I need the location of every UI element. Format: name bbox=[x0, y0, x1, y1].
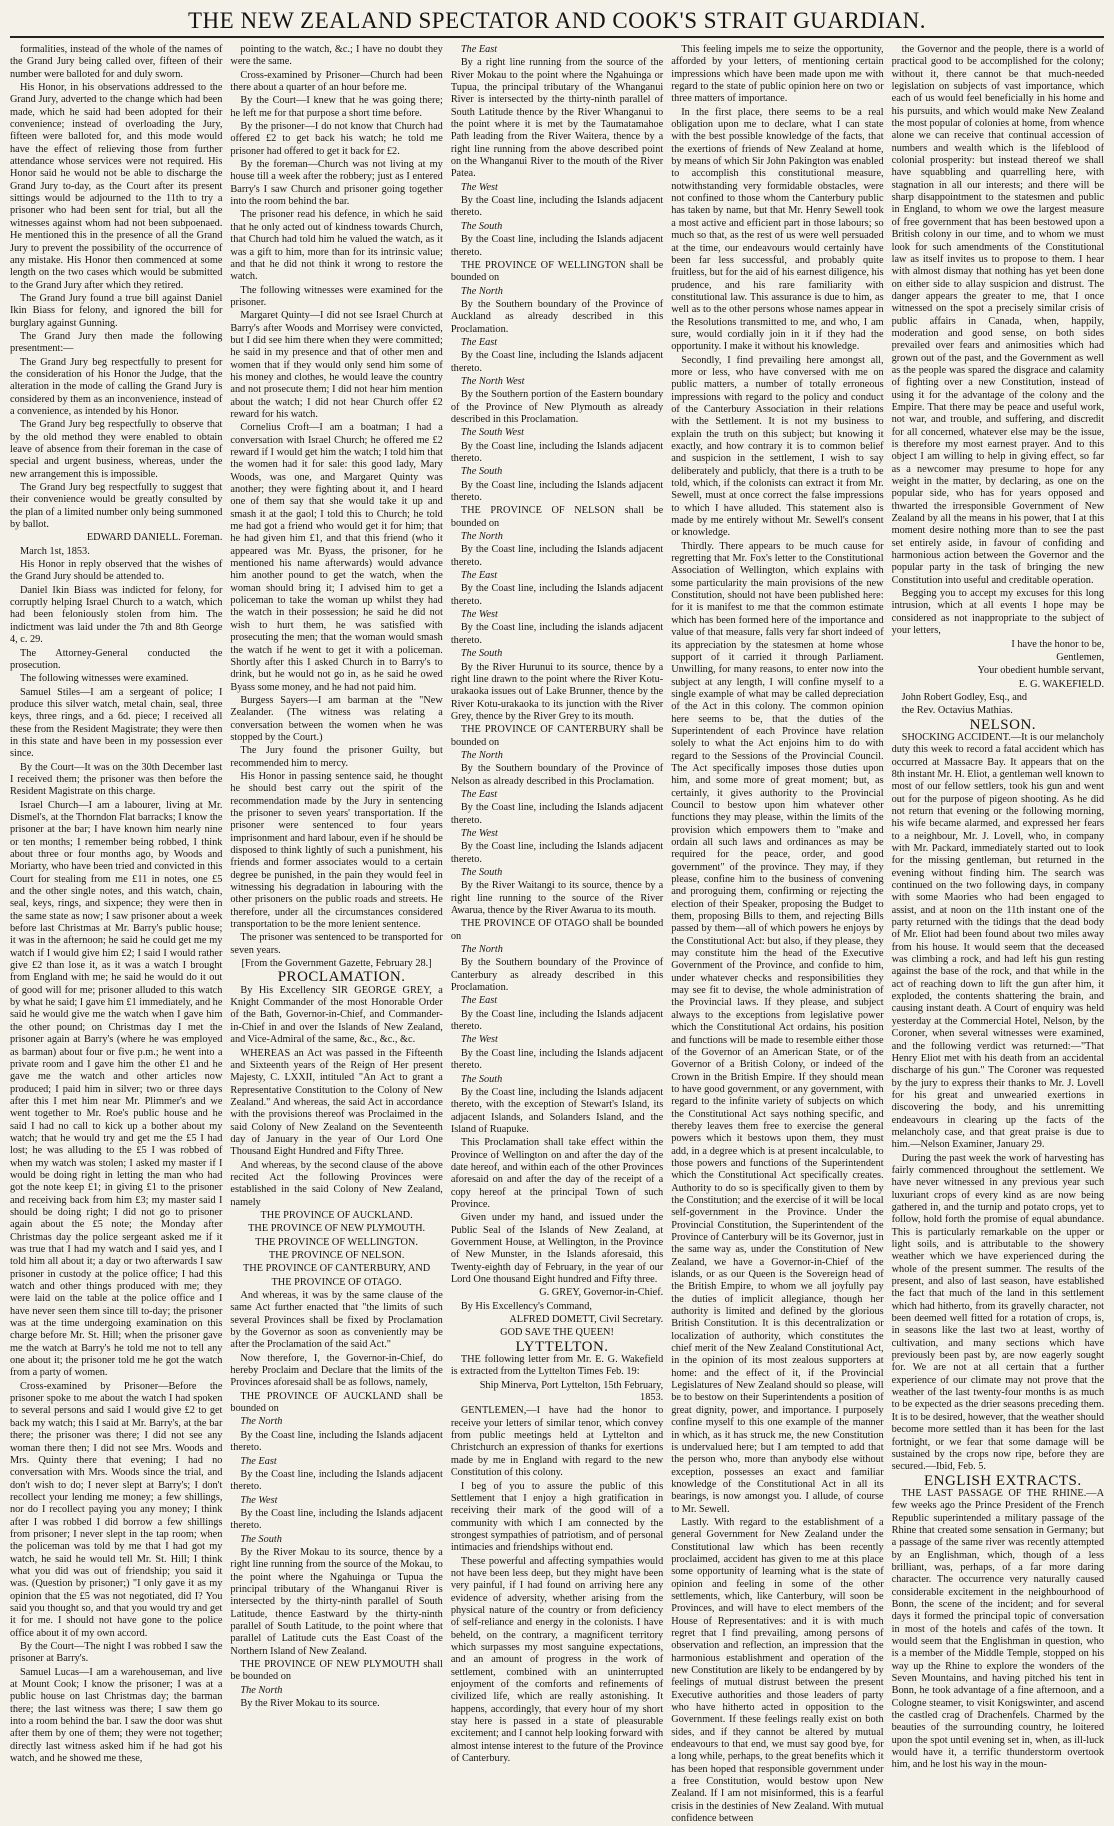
boundary-label: The North West bbox=[460, 375, 525, 387]
paragraph: By the Coast line, including the Islands adjacent thereto. bbox=[450, 544, 664, 568]
paragraph: Cross-examined by Prisoner—Church had been there about a quarter of an hour before me. bbox=[230, 69, 443, 94]
paragraph: His Honor in reply observed that the wishes of the Grand Jury should be attended to. bbox=[10, 559, 223, 583]
paragraph: During the past week the work of harvesting has fairly commenced throughout the settlement. We have never witnessed in any previous year such luxuriant crops of every kind as are now being gathered in, and the turnip and potato crops, yet to follow, hold forth the promise of equal abundance. This is particularly remarkable on the upper or light soils, and is attributable to the showery weather which we have experienced during the whole of the present summer. The results of the present, and also of last season, have established the fact that much of the land in this settlement which had hitherto, from its gravelly character, not been deemed well fitted for a rotation of crops, is, in seasons like the last two at least, worthy of cultivation, and many sections which have previously been past by, are now eagerly sought for. We are not at all certain that a further experience of our climate may not prove that the weather of the last twenty-four months is as much to be expected as the drier seasons preceding them. It is to be desired, however, that the weather should become more settled than it has been for the last fortnight, or we fear that some damage will be sustained by the crops now ripe, before they are secured.—Ibid, Feb. 5. bbox=[891, 1152, 1105, 1473]
paragraph: Samuel Stiles—I am a sergeant of police; I produce this silver watch, metal chain, seal, three keys, three rings, and a 6d. piece; I received all these from the Resident Magistrate; they were then in this state and have been in my possession ever since. bbox=[10, 686, 223, 760]
paragraph: By the prisoner—I do not know that Church had offered £2 to get back his watch; he told me prisoner had offered to get it back for £2. bbox=[230, 121, 443, 157]
paragraph: By the Southern portion of the Eastern boundary of the Province of New Plymouth as already described in this Proclamation. bbox=[450, 389, 664, 425]
paragraph: the Rev. Octavius Mathias. bbox=[901, 705, 1013, 717]
paragraph: By the Coast line, including the Islands adjacent thereto. bbox=[450, 802, 664, 826]
paragraph: The following witnesses were examined. bbox=[20, 673, 189, 685]
paragraph: By the Coast line, including the islands adjacent thereto. bbox=[450, 622, 664, 646]
centered-line: THE PROVINCE OF WELLINGTON. bbox=[255, 1236, 418, 1248]
paragraph: By the Southern boundary of the Province of Canterbury as already described in this Proclamation. bbox=[450, 957, 664, 994]
section-heading: LYTTELTON. bbox=[515, 1338, 609, 1355]
section-heading: ENGLISH EXTRACTS. bbox=[923, 1472, 1082, 1489]
signature-line: EDWARD DANIELL. Foreman. bbox=[86, 532, 223, 544]
paragraph: John Robert Godley, Esq., and bbox=[901, 691, 1028, 703]
paragraph: By the Coast line, including the Islands adjacent thereto. bbox=[450, 841, 664, 865]
paragraph: By the River Mokau to its source. bbox=[240, 1698, 380, 1710]
paragraph: The prisoner was sentenced to be transported for seven years. bbox=[230, 932, 443, 956]
paragraph: By the River Hurunui to its source, thence by a right line drawn to the point where the River Kotu-urakaoka issues out of Lake Brunner, thence by the River Kotu-urakaoka to its junction with the River Grey, thence by the River Grey to its mouth. bbox=[450, 661, 664, 722]
paragraph: His Honor in passing sentence said, he thought he should best carry out the spirit of the recommendation made by the Jury in sentencing the prisoner to seven years' transportation. If the prisoner were sentenced to four years imprisonment and hard labour, even if he should be disposed to think lightly of such a punishment, his friends and former associates would to a certain degree be punished, in the pain they would feel in witnessing his degradation in labouring with the other prisoners on the public roads and streets. He therefore, under all the circumstances considered transportation to be the more lenient sentence. bbox=[230, 770, 443, 931]
column-2 bbox=[230, 44, 443, 1710]
boundary-label: The North bbox=[240, 1416, 283, 1428]
boundary-label: The West bbox=[460, 1034, 498, 1046]
paragraph: Begging you to accept my excuses for this long intrusion, which at all events I hope may be considered as not inappropriate to the subject of your letters, bbox=[891, 588, 1105, 637]
paragraph: By the Southern boundary of the Province of Nelson as already described in this Proclamation. bbox=[450, 763, 664, 787]
paragraph: The prisoner read his defence, in which he said that he only acted out of kindness towards Church, that Church had told him he valued the watch, as it was a gift to him, more than for its intrinsic value; and that he did not think it wrong to restore the watch. bbox=[230, 209, 443, 283]
signature-line: E. G. WAKEFIELD. bbox=[1018, 678, 1105, 690]
paragraph: These powerful and affecting sympathies would not have been less deep, but they might have been very painful, if I had found on arriving here any evidence of adversity, whether arising from the physical nature of the country or from deficiency of self-reliance and energy in the colonists. I have beheld, on the contrary, a magnificent territory which surpasses my most sanguine expectations, and an amount of progress in the work of settlement, combined with an uninterrupted enjoyment of the comforts and refinements of civilized life, which are really astonishing. It happens, accordingly, that every hour of my short stay here is passed in a state of pleasurable excitement; and I cannot help looking forward with almost intense interest to the future of the Province of Canterbury. bbox=[450, 1555, 664, 1765]
boundary-label: The West bbox=[460, 181, 498, 193]
paragraph: the Governor and the people, there is a world of practical good to be accomplished for the colony; without it, there cannot be that much-needed legislation on subjects of vast importance, which each of us would feel beneficially in his home and his pursuits, and which would make New Zealand the most popular of colonies at home, from whence alone we can receive that continual accession of numbers and wealth which is the lifeblood of colonial prosperity: but instead thereof we shall have squabbling and quarrelling here, with stagnation in all our interests; and there will be sharp disappointment to the statesmen and public in England, to whom we owe the largest measure of free government that has been bestowed upon a British colony in our time, and to whom we must look for such amendments of the Constitutional law as itself invites us to propose to them. I hear with almost dismay that nothing has yet been done on either side to allay suspicion and distrust. The danger appears the greater to me, that I once witnessed on the spot a precisely similar crisis of public affairs in Canada, when, happily, moderation and good sense, on both sides prevailed over fears and animosities which had grown out of the past, and the Government as well as the people was spared the disgrace and calamity of fighting over a new Constitution, instead of using it for the advantage of the colony and the Empire. That there may be peace and useful work, not war, and trouble, and suffering, and discredit for all concerned, whatever else may be the issue, is therefore my most earnest prayer. And to this object I am willing to help in giving effect, so far as a newcomer may presume to hope for any weight in the matter, by declaring, as one on the popular side, who has for years opposed and thwarted the irresponsible Government of New Zealand by all the means in his power, that I at this moment desire nothing more than to see the past set entirely aside, in favour of confiding and harmonious action between the Governor and the popular party in the task of bringing the new Constitution into useful and creditable operation. bbox=[891, 44, 1105, 586]
paragraph: By the foreman—Church was not living at my house till a week after the robbery; just as I entered Barry's I saw Church and prisoner going together into the room behind the bar. bbox=[230, 159, 443, 208]
paragraph: Cornelius Croft—I am a boatman; I had a conversation with Israel Church; he offered me £2 reward if I would get him the watch; I told him that the women had it for sale: this good lady, Mary Woods, was one, and Margaret Quinty was another; they were fighting about it, and I heard one of them say that she would take it up and smash it at the gaol; I told this to Church; he told me had got a friend who would get it for him; that he had given him £1, and that this friend (who it appeared was Mr. Byass, the prisoner, for he mentioned his name afterwards) would advance him another pound to get the watch, when the woman should bring it; I advised him to get a policeman to take the woman up whilst they had the watch in their possession; he said he did not wish to hurt them, he was satisfied with prosecuting the men; that the woman would smash the watch if he went to get it with a policeman. Shortly after this I asked Church in to Barry's to drink, but he would not go in, as he said he owed Byass some money, and he had not paid him. bbox=[230, 422, 443, 693]
paragraph: By the Coast line, including the Islands adjacent thereto. bbox=[450, 350, 664, 374]
paragraph: Burgess Sayers—I am barman at the "New Zealander. (The witness was relating a conversation between the women when he was stopped by the Court.) bbox=[230, 694, 443, 743]
paragraph: Israel Church—I am a labourer, living at Mr. Dismel's, at the Thorndon Flat barracks; I know the prisoner at the bar; I have known him nearly nine or ten months; I remember being robbed, I think about three or four months ago, by Woods and Moriarty, who have been tried and convicted in this Court for stealing from me £11 in notes, one £5 and the other single notes, and this watch, chain, seal, keys, rings, and sixpence; they were then in the same state as now; I saw prisoner about a week before last Christmas at Mr. Barry's public house; it was in the afternoon; he said he could get me my watch if I would give him £2; I said I would rather give £2 than lose it, as it was a watch I brought from England with me; he said he would do it out of good will for me; prisoner alluded to this watch by what he said; I gave him £1 immediately, and he said he would give me the watch when I gave him the other pound; on Christmas day I met the prisoner again at Barry's (where he was employed as barman) about four or five p.m.; he went into a private room and I gave him the other £1 and he gave me the watch and other articles now produced; I paid him in silver; two or three days after this I met him near Mr. Plimmer's and we went together to Mr. Roe's public house and he said I had no call to kick up a bother about my watch; that he would try and get me the £5 I had lost; he was alluding to the £5 I was robbed of when my watch was stolen; I asked my master if I would be doing right in letting the man who had got the note keep £1; in giving £1 to the prisoner and receiving back from him £3; my master said I should be doing right; I did not go to prisoner again about the £5 note; the Monday after Christmas day the police sergeant asked me if it was true that I had my watch and I said yes, and I told him all about it; a day or two afterwards I saw prisoner in custody at the police office; I had this watch and other things produced with me; they were laid on the table at the police office and I have never seen them since till to-day; the prisoner was at the time undergoing examination on this charge before Mr. St. Hill; when the prisoner gave me the watch at Barry's he told me not to tell any one about it; the prisoner told me he got the watch from a party of women. bbox=[10, 799, 223, 1379]
masthead-rule bbox=[10, 36, 1104, 38]
paragraph: Margaret Quinty—I did not see Israel Church at Barry's after Woods and Morrisey were convicted, but I did see him there when they were committed; he said in my presence and that of other men and women that if they would only send him some of his money and clothes, he would leave the country and not prosecute them; I did not hear him mention about the watch; I did not hear Church offer £2 reward for his watch. bbox=[230, 310, 443, 420]
column-1 bbox=[10, 44, 223, 1765]
paragraph: By the Coast line, including the Islands adjacent thereto. bbox=[230, 1468, 443, 1493]
paragraph: By the Coast line, including the Islands adjacent thereto. bbox=[450, 583, 664, 607]
paragraph: Given under my hand, and issued under the Public Seal of the Islands of New Zealand, at Government House, at Wellington, in the Province of New Munster, in the Islands aforesaid, this Twenty-eighth day of February, in the year of our Lord One thousand Eight hundred and Fifty three. bbox=[450, 1212, 664, 1285]
column-3 bbox=[450, 44, 664, 1765]
paragraph: The Grand Jury found a true bill against Daniel Ikin Biass for felony, and ignored the bill for burglary against Gunning. bbox=[10, 292, 223, 329]
boundary-label: The East bbox=[460, 995, 498, 1007]
section-heading: PROCLAMATION. bbox=[277, 969, 406, 986]
paragraph: And whereas, it was by the same clause of the same Act further enacted that "the limits of such several Provinces shall be fixed by Proclamation by the Governor as soon as conveniently may be after the Proclamation of the said Act." bbox=[230, 1290, 443, 1351]
boundary-label: The South bbox=[460, 648, 503, 660]
paragraph: SHOCKING ACCIDENT.—It is our melancholy duty this week to record a fatal accident which has occurred at Massacre Bay. It appears that on the 8th instant Mr. H. Eliot, a gentleman well known to most of our fellow settlers, took his gun and went out for the purpose of pigeon shooting. As he did not return that evening or the following morning, his wife became alarmed, and expressed her fears to a neighbour, Mr. J. Lovell, who, in company with Mr. Packard, immediately started out to look for the missing gentleman, but returned in the evening without finding him. The search was continued on the two following days, in company with some Maories who had been engaged to assist, and at noon on the 11th instant one of the party returned with the tidings that the dead body of Mr. Eliot had been found about two miles away from his house. It would seem that the deceased was climbing a rock, and had left his gun resting against the base of the rock, and that while in the act of reaching down to lift the gun after him, it exploded, the contents shattering the brain, and causing instant death. A Court of enquiry was held yesterday at the Commercial Hotel, Nelson, by the Coroner, when several witnesses were examined, and the following verdict was returned:—"That Henry Eliot met with his death from an accidental discharge of his gun." The Coroner was requested by the jury to express their thanks to Mr. J. Lovell for his great and unwearied exertions in discovering the body, and his unremitting endeavours in clearing up the facts of the melancholy case, and that great praise is due to him.—Nelson Examiner, January 29. bbox=[891, 731, 1105, 1151]
paragraph: The Attorney-General conducted the prosecution. bbox=[10, 647, 223, 671]
paragraph: The following witnesses were examined for the prisoner. bbox=[230, 284, 443, 308]
centered-line: THE PROVINCE OF NELSON. bbox=[268, 1250, 405, 1261]
paragraph: By the Coast line, including the Islands adjacent thereto. bbox=[450, 1008, 664, 1033]
paragraph: This Proclamation shall take effect within the Province of Wellington on and after the day of the date hereof, and within each of the other Provinces aforesaid on and after the day of the receipt of a copy hereof at the principal Town of such Province. bbox=[450, 1137, 664, 1210]
paragraph: Thirdly. There appears to be much cause for regretting that Mr. Fox's letter to the Constitutional Association of Wellington, which explains with some particularity the main provisions of the new Constitution, should not have been published here: for it is manifest to me that the common estimate which has been formed here of the importance and value of that measure, falls very far short indeed of its appreciation by the statesmen at home whose support of it carried it through Parliament. Unwilling, for many reasons, to enter now into the subject at any length, I will confine myself to a single example of what may be called depreciation of the Act in this colony. The common opinion here seems to be, that the duties of the Superintendent of each Province have relation solely to what the Act enjoins him to do with regard to the Sessions of the Provincial Council. The Act specifically imposes those duties upon him, and some more of great moment; but, as certainly, it gives authority to the Provincial Council to bestow upon him whatever other functions they may please, within the limits of the provision which empowers them to "make and ordain all such laws and ordinances as may be required for the peace, order, and good government" of the province. They may, if they please, confine him to the business of convening and proroguing them, confirming or rejecting the election of their Speaker, proposing the Budget to them, proposing Bills to them, and rejecting Bills passed by them—all of which powers he enjoys by the Constitutional Act: but also, if they please, they may constitute him the head of the Executive Government of the Province, and confide to him, under whatever checks and responsibilities they may see fit to devise, the whole administration of the Provincial laws. If they please, and subject always to the exceptions from legislative power which the Constitutional Act ordains, his position and functions will be made to resemble either those of the Governor of an American State, or of the Governor of a British Colony, or indeed of the Crown in the British Empire. If they should mean to have good government, or any government, with regard to the infinite variety of subjects on which the Constitutional Act says nothing specific, and thereby leaves them free to exercise the general powers which it bestows upon them, they must add, in a degree which is at present incalculable, to those powers and functions of the Superintendent which the Constitutional Act specifically creates. Authority to do so is specifically given to them by the Constitution; and the exercise of it will be local self-government in the Province. Under the Provincial Constitution, the Superintendent of the Province of Canterbury will be its Governor, just in the same way as, under the Constitution of New Zealand, we have a Governor-in-Chief of the islands, or as our Queen is the Sovereign head of the British Empire, to whom we all joyfully pay the duties of implicit allegiance, though her authority is limited and defined by the glorious British Constitution. It is this decentralization or localization of authority, which constitutes the chief merit of the New Zealand Constitutional Act, in the opinion of its most zealous supporters at home: and the effect of it, if the Provincial Legislatures of New Zealand should so please, will be to bestow on their Superintendents a position of great dignity, power, and importance. I purposely confine myself to this one example of the manner in which, as it has struck me, the new Constitution is undervalued here; but I am tempted to add that the person who, more than anybody else without exception, possesses an exact and familiar knowledge of the Constitutional Act in all its bearings, is now amongst you. I allude, of course to Mr. Sewell. bbox=[671, 540, 884, 1515]
paragraph: THE PROVINCE OF NEW PLYMOUTH shall be bounded on bbox=[230, 1659, 443, 1683]
boundary-label: The West bbox=[240, 1494, 278, 1506]
masthead: THE NEW ZEALAND SPECTATOR AND COOK'S STRAIT GUARDIAN. bbox=[188, 8, 926, 33]
paragraph: By the River Waitangi to its source, thence by a right line running to the source of the River Awarua, thence by the River Awarua to its mouth. bbox=[450, 880, 664, 917]
paragraph: By the Court—I knew that he was going there; he left me for that purpose a short time before. bbox=[230, 95, 443, 119]
boundary-label: The North bbox=[460, 944, 503, 956]
signature-line: Ship Minerva, Port Lyttelton, 15th February, 1853. bbox=[479, 1379, 664, 1404]
boundary-label: The North bbox=[460, 749, 503, 761]
paragraph: By the Coast line, including the Islands adjacent thereto. bbox=[450, 234, 664, 258]
paragraph: Now therefore, I, the Governor-in-Chief, do hereby Proclaim and Declare that the limits of the Provinces aforesaid shall be as follows, namely, bbox=[230, 1352, 443, 1389]
paragraph: Samuel Lucas—I am a warehouseman, and live at Mount Cook; I know the prisoner; I was at a public house on last Christmas day; the barman there; the last witness was there; I saw them go into a room behind the bar. I saw the door was shut after them by one of them; they were not together; directly last witness asked him if he had got his watch, and he showed me these, bbox=[10, 1666, 223, 1765]
boundary-label: The East bbox=[460, 570, 498, 582]
centered-line: [From the Government Gazette, February 28.] bbox=[241, 958, 432, 970]
signature-line: Your obedient humble servant, bbox=[977, 665, 1105, 677]
paragraph: By the Court—The night I was robbed I saw the prisoner at Barry's. bbox=[10, 1641, 223, 1665]
paragraph: THE LAST PASSAGE OF THE RHINE.—A few weeks ago the Prince President of the French Republic superintended a military passage of the Rhine that created some sensation in Germany; but a passage of the same river was recently attempted by an Englishman, which, though of a less brilliant, was, perhaps, of a far more daring character. The occurrence very naturally caused considerable excitement in the neighbourhood of Bonn, the scene of the incident; and for several days it formed the principal topic of conversation in most of the hotels and cafés of the town. It would seem that the Englishman in question, who is a member of the Middle Temple, stopped on his way up the Rhine to explore the wonders of the Seven Mountains, and having pitched his tent in Bonn, he took advantage of a fine afternoon, and a Cologne steamer, to visit Konigswinter, and ascend the castled crag of Drachenfels. Charmed by the beauties of the surrounding country, he loitered upon the spot until evening set in, when, as ill-luck would have it, a terrific thunderstorm overtook him, and he lost his way in the moun- bbox=[891, 1487, 1105, 1771]
column-4 bbox=[671, 44, 884, 1825]
paragraph: THE PROVINCE OF AUCKLAND shall be bounded on bbox=[230, 1390, 443, 1415]
column-5 bbox=[891, 44, 1105, 1771]
paragraph: WHEREAS an Act was passed in the Fifteenth and Sixteenth years of the Reign of Her present Majesty, C. LXXII, intituled "An Act to grant a Representative Constitution to the Colony of New Zealand." And whereas, the said Act in accordance with the provisions thereof was Proclaimed in the said Colony of New Zealand on the Seventeenth day of January in the year of Our Lord One Thousand Eight Hundred and Fifty Three. bbox=[230, 1047, 443, 1158]
signature-line: I have the honor to be, bbox=[1011, 638, 1105, 650]
paragraph: His Honor, in his observations addressed to the Grand Jury, adverted to the change which had been made, which he said had been adopted for their convenience; instead of overloading the Jury, fifteen were balloted for, and this mode would have the effect of relieving those from further attendance whose services were not required. His Honor said he would not be able to discharge the Grand Jury to-day, as the Court after its present sittings would be adjourned to the 11th to try a prisoner who had been sent for trial, but all the witnesses against whom had not been subpoenaed. He mentioned this in the presence of all the Grand Jury to prevent the possibility of the occurrence of any mistake. His Honor then commenced at some length on the two cases which would be submitted to the Grand Jury after which they retired. bbox=[10, 82, 223, 291]
paragraph: THE PROVINCE OF CANTERBURY shall be bounded on bbox=[450, 724, 664, 748]
centered-line: THE PROVINCE OF OTAGO. bbox=[271, 1276, 402, 1288]
centered-line: GOD SAVE THE QUEEN! bbox=[500, 1327, 614, 1339]
paragraph: Lastly. With regard to the establishment of a general Government for New Zealand under the Constitutional law which has been recently proclaimed, accident has given to me at this place some opportunity of learning what is the state of opinion and feeling in some of the other settlements, which, like Canterbury, will soon be Provinces, and will have to elect members of the House of Representatives: and it is with much regret that I find prevailing, among persons of observation and reflection, an impression that the harmonious establishment and operation of the new Constitution are likely to be endangered by by feelings of mutual distrust between the present Executive authorities and those leaders of party who have hitherto acted in opposition to the Government. If these feelings really exist on both sides, and if they cannot be altered by mutual endeavours to that end, we must say good bye, for a long while, perhaps, to the great benefits which it has been hoped that responsible government under a free Constitution, would bestow upon New Zealand. If I am not misinformed, this is a fearful crisis in the destinies of New Zealand. With mutual confidence between bbox=[671, 1516, 884, 1825]
boundary-label: The South bbox=[460, 220, 503, 232]
paragraph: The Grand Jury beg respectfully to suggest that their convenience would be greatly consulted by the plan of a limited number only being summoned by ballot. bbox=[10, 482, 223, 531]
paragraph: By the Coast line, including the Islands adjacent thereto. bbox=[450, 1047, 664, 1072]
centered-line: THE PROVINCE OF CANTERBURY, AND bbox=[243, 1263, 431, 1275]
boundary-label: The West bbox=[460, 827, 498, 839]
paragraph: Cross-examined by Prisoner—Before the prisoner spoke to me about the watch I had spoken to several persons and said I would give £2 to get back my watch; this I said at Mr. Barry's, at the bar there; the prisoner was there; I did not see any woman there then; I did not see Mrs. Woods and Mrs. Quinty there that evening; I had no conversation with Mrs. Woods since the trial, and don't wish to do; I never slept at Barry's; I don't recollect your lending me money; a few shillings, nor do I recollect paying you any money; I think after I was robbed I did borrow a few shillings from prisoner; I never slept in the tap room; when the policeman was told by me that I had got my watch, he said he would tell Mr. St. Hill; I think what you did was out of friendship; you said it was. (Question by prisoner;) "I only gave it as my opinion that the £5 was not negotiated, did I? You said you thought so, and that you would try and get it for me. I should not have gone to the police office about it of my own accord. bbox=[10, 1380, 223, 1639]
paragraph: Daniel Ikin Biass was indicted for felony, for corruptly helping Israel Church to a watch, which had been feloniously stolen from him. The indictment was laid under the 7th and 8th George 4, c. 29. bbox=[10, 584, 223, 646]
paragraph: The Jury found the prisoner Guilty, but recommended him to mercy. bbox=[230, 745, 443, 769]
boundary-label: The East bbox=[460, 44, 498, 55]
signature-line: G. GREY, Governor-in-Chief. bbox=[539, 1287, 664, 1299]
centered-line: THE PROVINCE OF NEW PLYMOUTH. bbox=[248, 1223, 426, 1235]
paragraph: The Grand Jury beg respectfully to present for the consideration of his Honor the Judge, that the alteration in the mode of calling the Grand Jury is considered by them as an inconvenience, instead of a convenience, as intended by his Honor. bbox=[10, 356, 223, 417]
paragraph: By the Southern boundary of the Province of Auckland as already described in this Proclamation. bbox=[450, 298, 664, 335]
paragraph: Secondly, I find prevailing here amongst all, more or less, who have conversed with me on public matters, a number of totally erroneous impressions with regard to the policy and conduct of the Canterbury Association in their relations with the Settlement. It is not my business to explain the truth on this subject; but knowing it exactly, and how contrary it is to common belief and suspicion in the settlement, I wish to say deliberately and publicly, that there is a truth to be told, which, if the colonists can extract it from Mr. Sewell, must at once correct the false impressions to which I have alluded. This statement also is made by me entirely without Mr. Sewell's consent or knowledge. bbox=[671, 354, 884, 539]
signature-line: Gentlemen, bbox=[1056, 651, 1105, 663]
boundary-label: The South bbox=[240, 1533, 282, 1545]
boundary-label: The South bbox=[460, 1073, 503, 1085]
paragraph: GENTLEMEN,—I have had the honor to receive your letters of similar tenor, which convey from public meetings held at Lyttelton and Christchurch an expression of thanks for exertions made by me in England with regard to the new Constitution of this colony. bbox=[450, 1405, 664, 1479]
paragraph: By the Court—It was on the 30th December last I received them; the prisoner was then before the Resident Magistrate on this charge. bbox=[10, 761, 223, 798]
boundary-label: The North bbox=[460, 285, 503, 297]
centered-line: THE PROVINCE OF AUCKLAND. bbox=[260, 1209, 413, 1221]
boundary-label: The South bbox=[460, 466, 503, 478]
paragraph: By the Coast line, including the Islands adjacent thereto. bbox=[230, 1507, 443, 1532]
paragraph: By the Coast line, including the Islands adjacent thereto. bbox=[450, 195, 664, 219]
boundary-label: The South bbox=[460, 867, 503, 878]
boundary-label: The East bbox=[240, 1455, 277, 1467]
paragraph: formalities, instead of the whole of the names of the Grand Jury being called over, fifteen of their number were balloted for and duly sworn. bbox=[10, 44, 223, 80]
paragraph: By the River Mokau to its source, thence by a right line running from the source of the Mokau, to the point where the Ngahuinga or Tupua the principal tributary of the Whanganui River is intersected by the thirty-ninth parallel of South Latitude, thence Eastward by the thirty-ninth parallel of South Latitude, to the point where that parallel of Latitude cuts the East Coast of the Northern Island of New Zealand. bbox=[230, 1546, 443, 1657]
boundary-label: The North bbox=[240, 1684, 283, 1696]
paragraph: pointing to the watch, &c.; I have no doubt they were the same. bbox=[230, 44, 443, 68]
boundary-label: The South West bbox=[460, 427, 524, 439]
paragraph: THE following letter from Mr. E. G. Wakefield is extracted from the Lyttelton Times Feb. 19: bbox=[450, 1354, 664, 1378]
paragraph: I beg of you to assure the public of this Settlement that I enjoy a high gratification in receiving their mark of the good will of a community with which I am connected by the strongest sympathies of patriotism, and of personal intimacies and friendships without end. bbox=[450, 1480, 664, 1554]
boundary-label: The East bbox=[460, 336, 498, 348]
paragraph: By the Coast line, including the Islands adjacent thereto, with the exception of Stewart's Island, its adjacent Islands, and Solanders Island, and the Island of Ruapuke. bbox=[450, 1086, 664, 1135]
paragraph: The Grand Jury beg respectfully to observe that by the old method they were enabled to obtain leave of absence from their foreman in the case of special and urgent business, whereas, under the new arrangement this is impossible. bbox=[10, 419, 223, 480]
columns bbox=[10, 44, 1105, 1825]
paragraph: March 1st, 1853. bbox=[20, 545, 90, 557]
boundary-label: The North bbox=[460, 531, 503, 543]
paragraph: THE PROVINCE OF NELSON shall be bounded on bbox=[450, 505, 664, 529]
paragraph: In the first place, there seems to be a real obligation upon me to declare, what I can state with the best possible knowledge of the facts, that the exertions of friends of New Zealand at home, by means of which Sir John Pakington was enabled to accomplish this constitutional measure, notwithstanding very formidable obstacles, were not confined to those whom the Canterbury public has taken by name, but that Mr. Henry Sewell took a most active and efficient part in those labours; so much so that, as the rest of us were well persuaded at the time, our endeavours would certainly have been far less successful, and probably quite fruitless, but for the aid of his earnest diligence, his prudence, and his rare familiarity with constitutional law. This assurance is due to him, as well as to the other persons whose names appear in the Resolutions transmitted to me, and who, I am sure, would cordially join in it if they had the opportunity. I make it without his knowledge. bbox=[671, 106, 884, 353]
paragraph: By the Coast line, including the Islands adjacent thereto. bbox=[230, 1429, 443, 1454]
paragraph: By His Excellency's Command, bbox=[460, 1300, 592, 1312]
paragraph: This feeling impels me to seize the opportunity, afforded by your letters, of mentioning certain impressions which have been made upon me with regard to the state of public opinion here on two or three matters of importance. bbox=[671, 44, 884, 105]
boundary-label: The West bbox=[460, 609, 498, 621]
paragraph: By the Coast line, including the Islands adjacent thereto. bbox=[450, 479, 664, 504]
paragraph: The Grand Jury then made the following presentment:— bbox=[10, 330, 223, 355]
paragraph: By a right line running from the source of the River Mokau to the point where the Ngahuinga or Tupua, the principal tributary of the Whanganui River is intersected by the thirty-ninth parallel of South Latitude thence by the River Whanganui to the point where it is met by the Taumatamahoe Path leading from the River Waitera, thence by a right line running from the above described point on the Whanganui River to the mouth of the River Patea. bbox=[450, 57, 664, 180]
paragraph: By His Excellency SIR GEORGE GREY, a Knight Commander of the most Honorable Order of the Bath, Governor-in-Chief, and Commander-in-Chief in and over the Islands of New Zealand, and Vice-Admiral of the same, &c., &c., &c. bbox=[230, 984, 443, 1046]
section-heading: NELSON. bbox=[969, 716, 1037, 733]
paragraph: THE PROVINCE OF WELLINGTON shall be bounded on bbox=[450, 259, 664, 284]
paragraph: THE PROVINCE OF OTAGO shall be bounded on bbox=[450, 918, 664, 942]
paragraph: By the Coast line, including the Islands adjacent thereto. bbox=[450, 440, 664, 464]
boundary-label: The East bbox=[460, 788, 498, 800]
signature-line: ALFRED DOMETT, Civil Secretary. bbox=[509, 1314, 664, 1326]
paragraph: And whereas, by the second clause of the above recited Act the following Provinces were established in the said Colony of New Zealand, namely bbox=[230, 1159, 443, 1208]
